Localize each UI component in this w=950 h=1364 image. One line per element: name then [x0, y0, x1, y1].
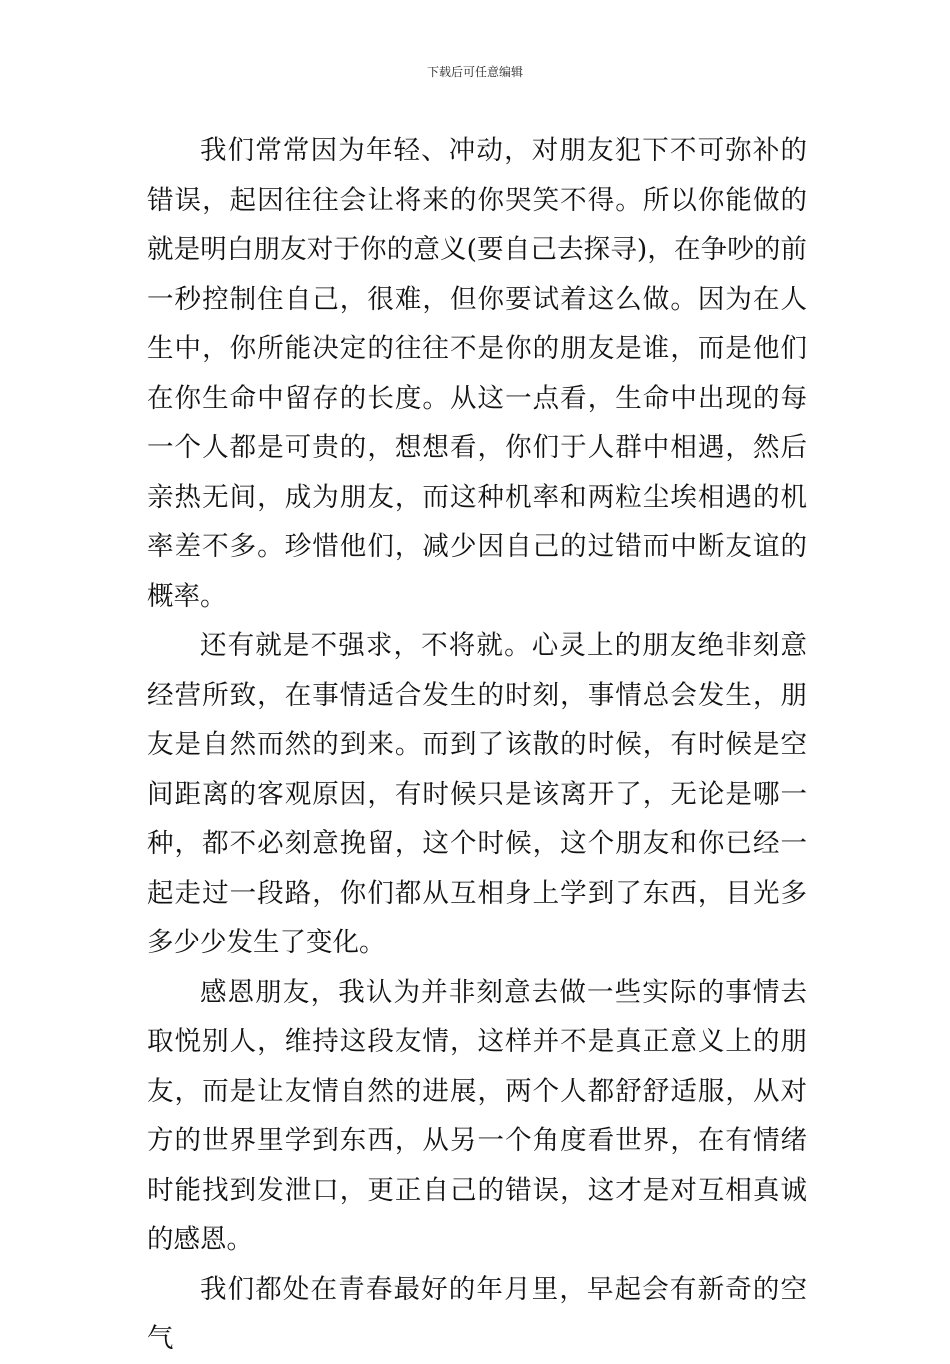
page-header: 下载后可任意编辑	[426, 65, 523, 79]
paragraph-2: 还有就是不强求，不将就。心灵上的朋友绝非刻意经营所致，在事情适合发生的时刻，事情总会发生，朋友是自然而然的到来。而到了该散的时候，有时候是空间距离的客观原因，有时候只是该离开了，无论是哪一种，都不必刻意挽留，这个时候，这个朋友和你已经一起走过一段路，你们都从互相身上学到了东西，目光多多少少发生了变化。	[147, 630, 807, 958]
paragraph-1: 我们常常因为年轻、冲动，对朋友犯下不可弥补的错误，起因往往会让将来的你哭笑不得。所以你能做的就是明白朋友对于你的意义(要自己去探寻)，在争吵的前一秒控制住自己，很难，但你要试着这么做。因为在人生中，你所能决定的往往不是你的朋友是谁，而是他们在你生命中留存的长度。从这一点看，生命中出现的每一个人都是可贵的，想想看，你们于人群中相遇，然后亲热无间，成为朋友，而这种机率和两粒尘埃相遇的机率差不多。珍惜他们，减少因自己的过错而中断友谊的概率。	[147, 135, 807, 612]
paragraph-3: 感恩朋友，我认为并非刻意去做一些实际的事情去取悦别人，维持这段友情，这样并不是真正意义上的朋友，而是让友情自然的进展，两个人都舒舒适服，从对方的世界里学到东西，从另一个角度看世界，在有情绪时能找到发泄口，更正自己的错误，这才是对互相真诚的感恩。	[147, 976, 807, 1255]
document-body	[147, 126, 807, 1364]
paragraph-4: 我们都处在青春最好的年月里，早起会有新奇的空气	[147, 1273, 807, 1354]
